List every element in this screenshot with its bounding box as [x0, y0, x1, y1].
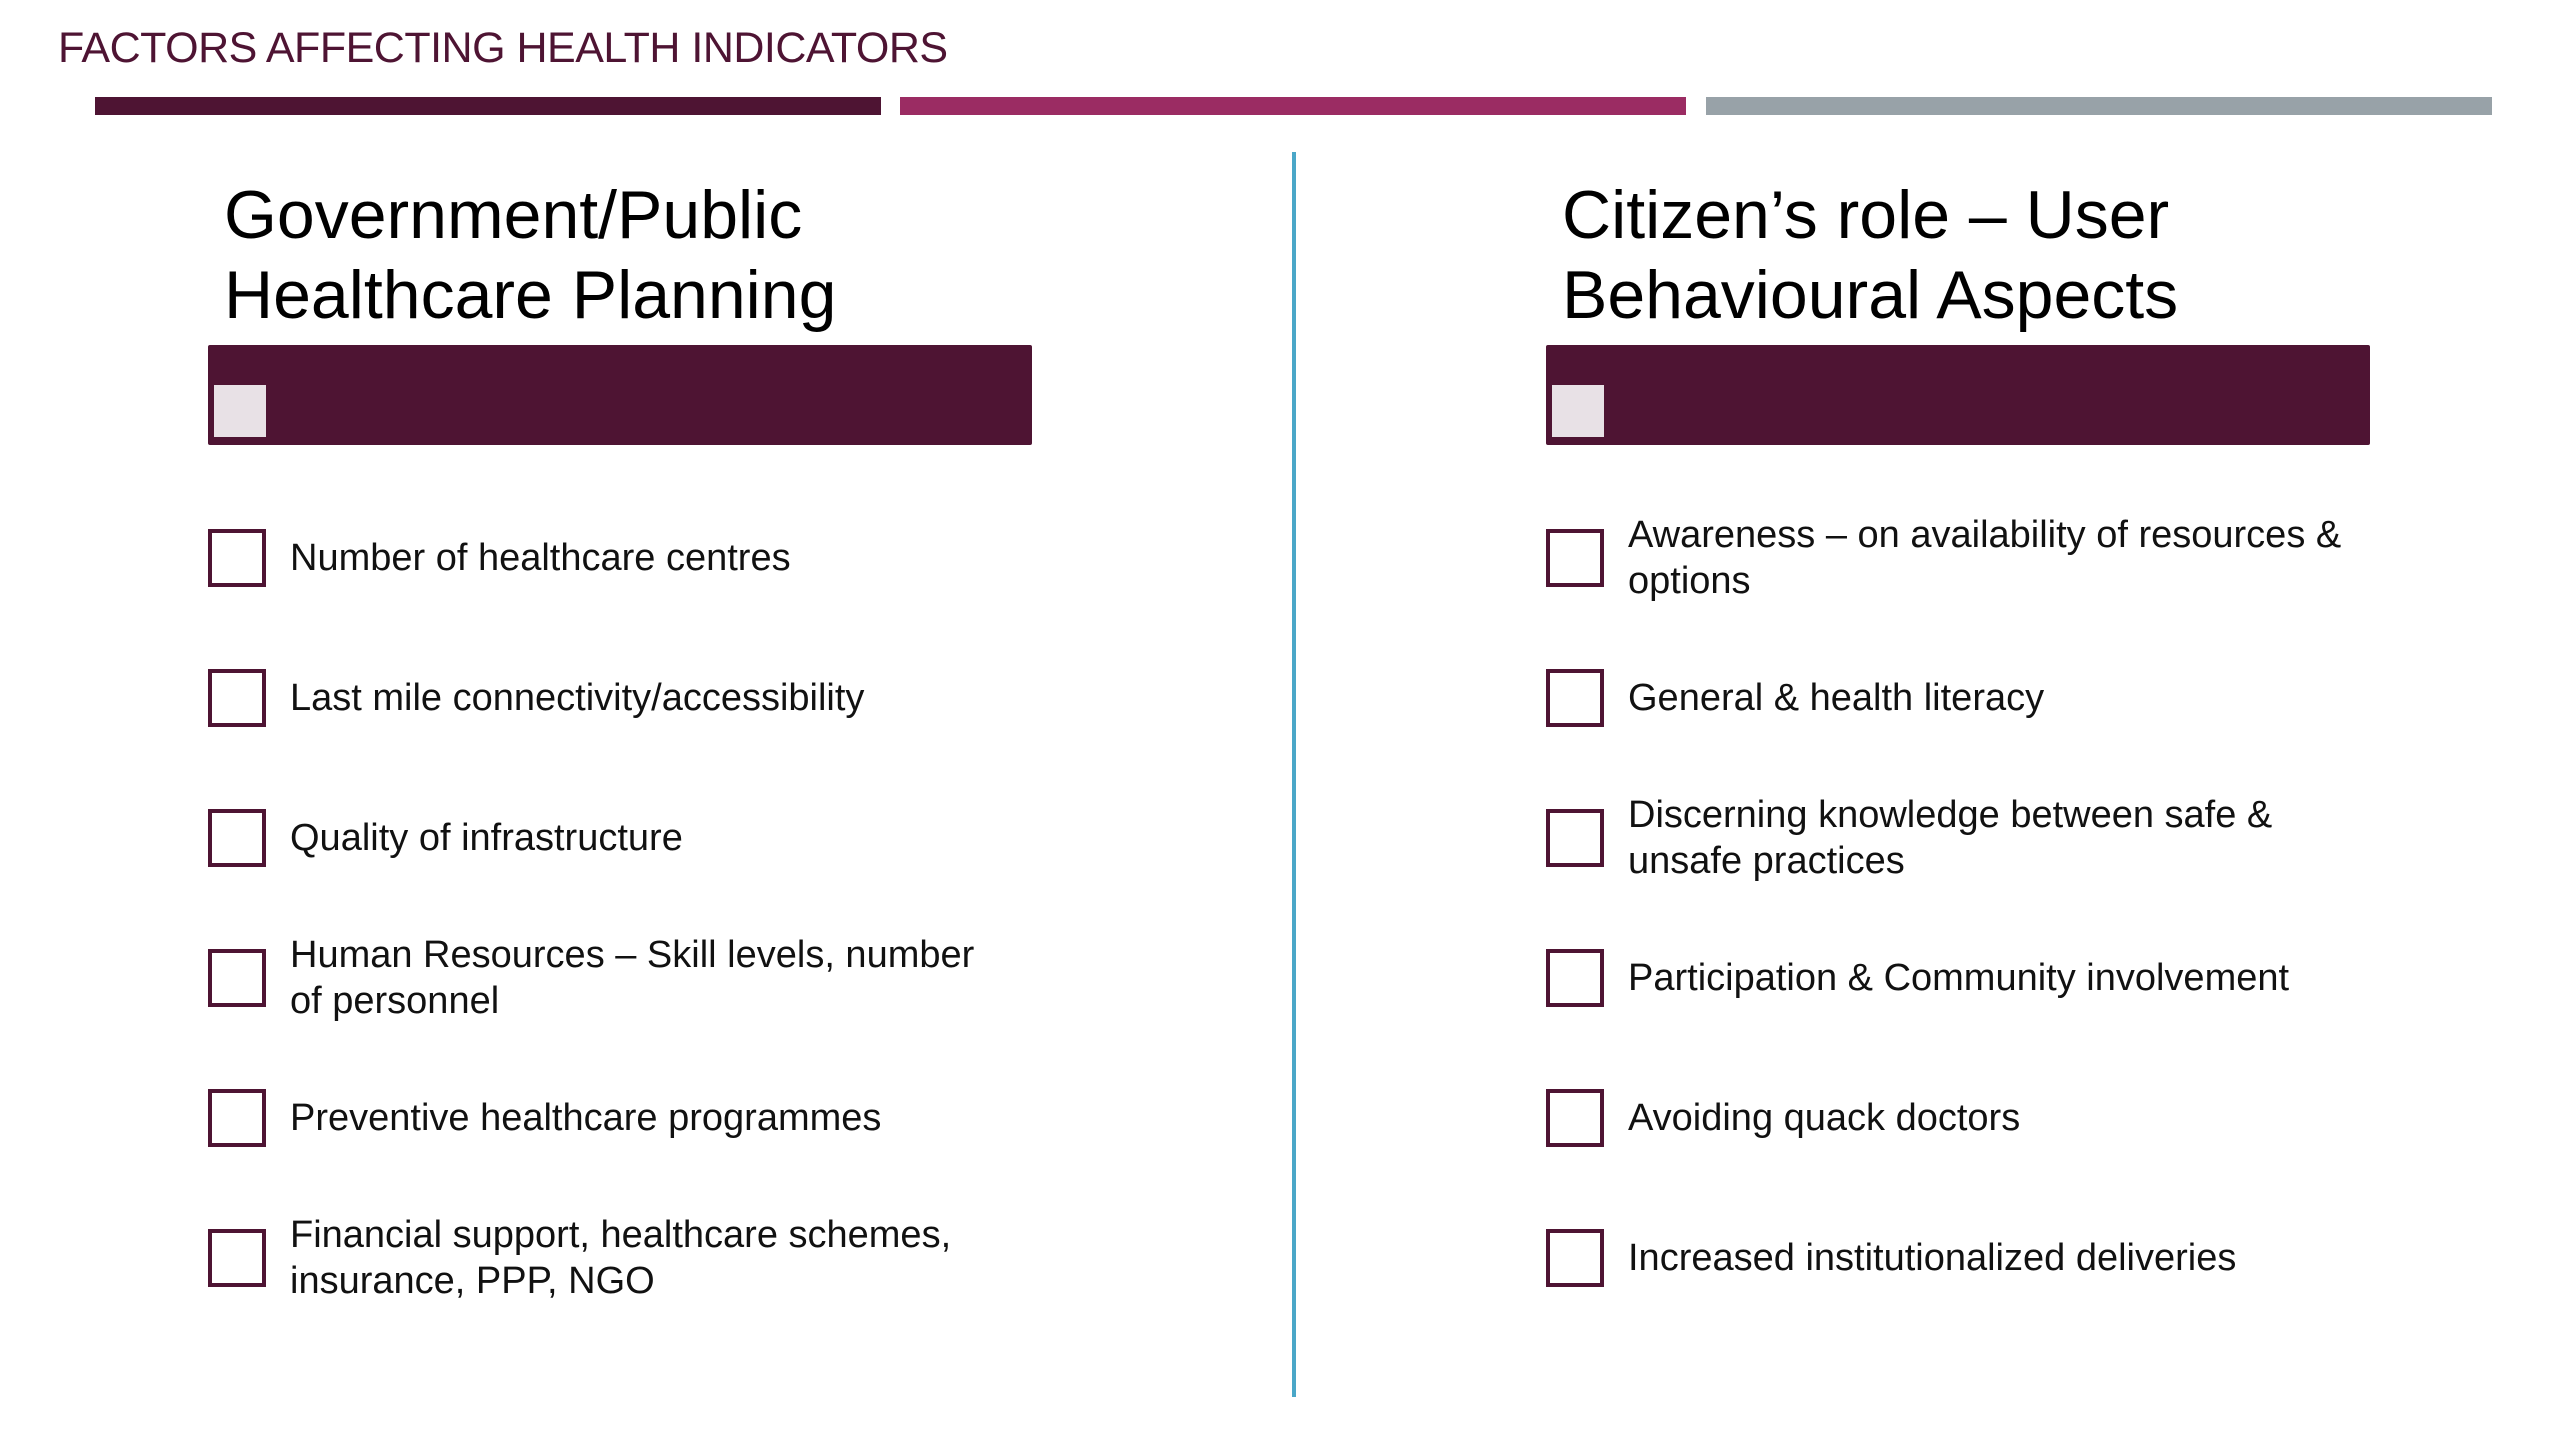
slide-title: FACTORS AFFECTING HEALTH INDICATORS [58, 24, 948, 72]
item-label: Discerning knowledge between safe & unsafe practices [1628, 794, 2273, 882]
checkbox-icon[interactable] [208, 809, 266, 867]
checkbox-icon[interactable] [208, 529, 266, 587]
list-item [1546, 1208, 2376, 1308]
citizen-role-column [1546, 175, 2376, 1279]
list-item [208, 928, 1038, 1028]
item-label: Avoiding quack doctors [1628, 1097, 2021, 1139]
item-label: Number of healthcare centres [290, 537, 791, 579]
heading-line: Government/Public [224, 177, 803, 253]
list-item [1546, 928, 2376, 1028]
checkbox-icon[interactable] [1546, 809, 1604, 867]
list-item [1546, 1068, 2376, 1168]
checkbox-icon[interactable] [1546, 669, 1604, 727]
list-item [208, 1068, 1038, 1168]
checkbox-icon[interactable] [1546, 529, 1604, 587]
government-planning-heading [224, 175, 1038, 335]
list-item [208, 508, 1038, 608]
item-label: Increased institutionalized deliveries [1628, 1237, 2237, 1279]
accent-bar-secondary [900, 97, 1686, 115]
checkbox-icon[interactable] [208, 1089, 266, 1147]
list-item [208, 788, 1038, 888]
item-label: Financial support, healthcare schemes, insurance, PPP, NGO [290, 1214, 952, 1302]
item-label: Last mile connectivity/accessibility [290, 677, 865, 719]
item-label: Participation & Community involvement [1628, 957, 2290, 999]
header-marker-icon [1552, 385, 1604, 437]
checkbox-icon[interactable] [1546, 1089, 1604, 1147]
citizen-role-heading [1562, 175, 2376, 335]
item-label: Quality of infrastructure [290, 817, 683, 859]
column-header-bar [208, 345, 1032, 445]
checkbox-icon[interactable] [208, 1229, 266, 1287]
list-item [208, 1208, 1038, 1308]
heading-line: Healthcare Planning [224, 257, 837, 333]
government-planning-column [208, 175, 1038, 1302]
checkbox-icon[interactable] [1546, 1229, 1604, 1287]
item-label: Human Resources – Skill levels, number of personnel [290, 934, 975, 1022]
list-item [1546, 648, 2376, 748]
item-label: Preventive healthcare programmes [290, 1097, 882, 1139]
heading-line: Behavioural Aspects [1562, 257, 2179, 333]
checkbox-icon[interactable] [208, 669, 266, 727]
column-divider [1292, 152, 1296, 1397]
list-item [1546, 788, 2376, 888]
item-label: General & health literacy [1628, 677, 2045, 719]
header-marker-icon [214, 385, 266, 437]
list-item [1546, 508, 2376, 608]
accent-bar-primary [95, 97, 881, 115]
accent-bar-neutral [1706, 97, 2492, 115]
column-header-bar [1546, 345, 2370, 445]
heading-line: Citizen’s role – User [1562, 177, 2170, 253]
checkbox-icon[interactable] [208, 949, 266, 1007]
checkbox-icon[interactable] [1546, 949, 1604, 1007]
list-item [208, 648, 1038, 748]
item-label: Awareness – on availability of resources & options [1628, 514, 2342, 602]
